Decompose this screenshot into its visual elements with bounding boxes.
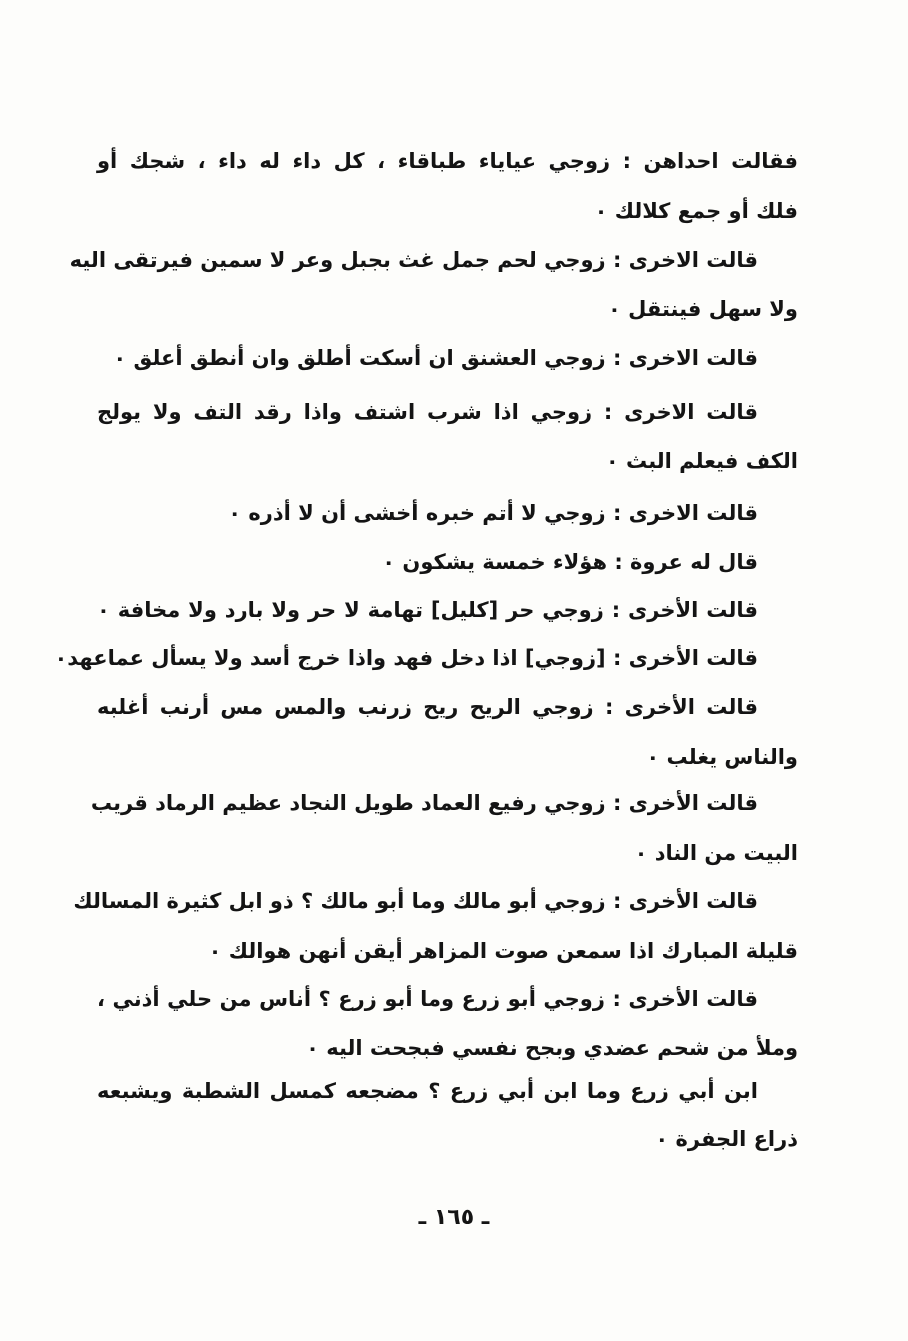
text-line: قليلة المبارك اذا سمعن صوت المزاهر أيقن أنهن هوالك ٠ xyxy=(208,939,798,963)
text-line: قال له عروة : هؤلاء خمسة يشكون ٠ xyxy=(382,550,758,574)
text-line: قالت الأخرى : [زوجي] اذا دخل فهد واذا خرج أسد ولا يسأل عماعهد٠ xyxy=(54,646,758,670)
text-line: فلك أو جمع كلالك ٠ xyxy=(594,199,798,223)
text-line: ابن أبي زرع وما ابن أبي زرع ؟ مضجعه كمسل الشطبة ويشبعه xyxy=(97,1079,758,1103)
text-line: والناس يغلب ٠ xyxy=(646,745,798,769)
text-line: وملأ من شحم عضدي وبجح نفسي فبجحت اليه ٠ xyxy=(306,1036,798,1060)
text-line: قالت الأخرى : زوجي رفيع العماد طويل النجاد عظيم الرماد قريب xyxy=(90,791,758,815)
text-line: ولا سهل فينتقل ٠ xyxy=(607,297,798,321)
text-line: قالت الاخرى : زوجي لا أتم خبره أخشى أن لا أذره ٠ xyxy=(228,501,758,525)
text-line: قالت الأخرى : زوجي الريح ريح زرنب والمس مس أرنب أغلبه xyxy=(97,695,758,719)
page-number: ـ ١٦٥ ـ xyxy=(418,1205,490,1230)
text-line: قالت الأخرى : زوجي أبو مالك وما أبو مالك ؟ ذو ابل كثيرة المسالك xyxy=(73,889,758,913)
text-line: البيت من الناد ٠ xyxy=(634,841,798,865)
text-line: قالت الأخرى : زوجي أبو زرع وما أبو زرع ؟ أناس من حلي أذني ، xyxy=(97,987,758,1011)
text-line: ذراع الجفرة ٠ xyxy=(655,1127,798,1151)
text-line: قالت الاخرى : زوجي لحم جمل غث بجبل وعر لا سمين فيرتقى اليه xyxy=(69,248,758,272)
text-line: قالت الأخرى : زوجي حر [كليل] تهامة لا حر ولا بارد ولا مخافة ٠ xyxy=(97,598,758,622)
text-line: قالت الاخرى : زوجي اذا شرب اشتف واذا رقد التف ولا يولج xyxy=(97,400,758,424)
text-line: الكف فيعلم البث ٠ xyxy=(605,449,798,473)
text-line: فقالت احداهن : زوجي عياياء طباقاء ، كل داء له داء ، شجك أو xyxy=(97,149,798,173)
text-line: قالت الاخرى : زوجي العشنق ان أسكت أطلق وان أنطق أعلق ٠ xyxy=(113,346,758,370)
